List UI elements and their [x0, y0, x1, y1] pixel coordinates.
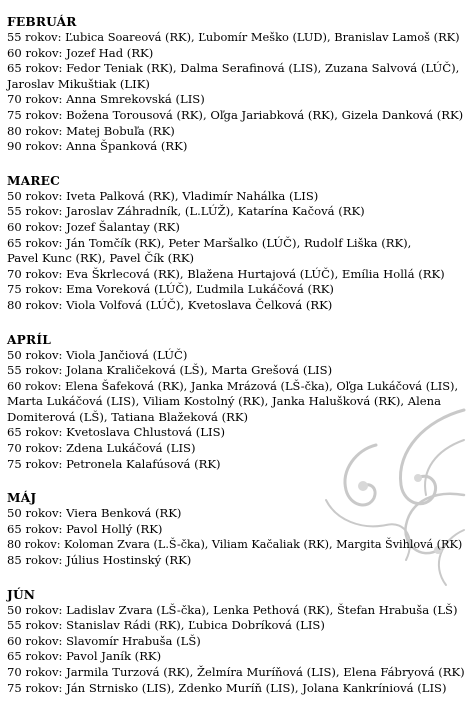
list-item: 50 rokov: Viera Benková (RK) — [7, 506, 182, 521]
list-item: 50 rokov: Iveta Palková (RK), Vladimír Nahálka (LIS) — [7, 188, 319, 203]
list-item: 75 rokov: Ema Voreková (LÚČ), Ľudmila Lukáčová (RK) — [7, 282, 334, 297]
list-item: 65 rokov: Kvetoslava Chlustová (LIS) — [7, 425, 226, 440]
list-item: 55 rokov: Ľubica Soareová (RK), Ľubomír Meško (LUD), Branislav Lamoš (RK) — [7, 30, 460, 44]
list-item: 70 rokov: Eva Škrlecová (RK), Blažena Hurtajová (LÚČ), Emília Hollá (RK) — [7, 266, 445, 281]
list-item: 65 rokov: Ján Tomčík (RK), Peter Maršalko (LÚČ), Rudolf Liška (RK), — [7, 235, 412, 250]
month-heading: MÁJ — [7, 491, 37, 506]
section-jun — [7, 587, 465, 697]
list-item: 65 rokov: Fedor Teniak (RK), Dalma Serafinová (LIS), Zuzana Salvová (LÚČ), — [7, 61, 460, 76]
list-item: 60 rokov: Slavomír Hrabuša (LŠ) — [7, 633, 201, 648]
section-maj — [7, 490, 465, 568]
list-item: 80 rokov: Viola Volfová (LÚČ), Kvetoslava Čelková (RK) — [7, 297, 333, 312]
list-item: 80 rokov: Matej Bobuľa (RK) — [7, 123, 175, 138]
month-heading: JÚN — [7, 587, 36, 602]
list-item: 50 rokov: Viola Jančiová (LÚČ) — [7, 347, 188, 362]
list-item: 65 rokov: Pavol Hollý (RK) — [7, 521, 163, 536]
list-item: 85 rokov: Július Hostinský (RK) — [7, 553, 192, 568]
list-item: 75 rokov: Petronela Kalafúsová (RK) — [7, 456, 221, 471]
list-item: 60 rokov: Elena Šafeková (RK), Janka Mrázová (LŠ-čka), Oľga Lukáčová (LIS), — [7, 378, 459, 393]
section-april — [7, 332, 465, 473]
list-item: Pavel Kunc (RK), Pavel Čík (RK) — [7, 251, 195, 266]
month-heading: APRÍL — [7, 332, 52, 347]
list-item: Jaroslav Mikuštiak (LIK) — [7, 76, 150, 91]
list-item: 70 rokov: Zdena Lukáčová (LIS) — [7, 441, 196, 456]
list-item: 70 rokov: Anna Smrekovská (LIS) — [7, 92, 205, 107]
month-heading: MAREC — [7, 173, 61, 188]
list-item: 55 rokov: Jaroslav Záhradník, (L.LÚŽ), Katarína Kačová (RK) — [7, 204, 365, 219]
section-februar — [7, 14, 465, 155]
month-heading: FEBRUÁR — [7, 15, 77, 29]
list-item: 80 rokov: Koloman Zvara (L.Š-čka), Viliam Kačaliak (RK), Margita Švihlová (RK) — [7, 538, 463, 552]
birthday-list — [7, 14, 465, 714]
list-item: 65 rokov: Pavol Janík (RK) — [7, 649, 162, 664]
list-item: 55 rokov: Stanislav Rádi (RK), Ľubica Dobríková (LIS) — [7, 618, 325, 633]
list-item: 55 rokov: Jolana Kraličeková (LŠ), Marta Grešová (LIS) — [7, 363, 333, 378]
list-item: 50 rokov: Ladislav Zvara (LŠ-čka), Lenka Pethová (RK), Štefan Hrabuša (LŠ) — [7, 602, 458, 617]
section-marec — [7, 173, 465, 314]
list-item: 90 rokov: Anna Španková (RK) — [7, 139, 188, 154]
list-item: Domiterová (LŠ), Tatiana Blažeková (RK) — [7, 409, 249, 424]
list-item: 60 rokov: Jozef Šalantay (RK) — [7, 219, 180, 234]
list-item: 60 rokov: Jozef Had (RK) — [7, 45, 154, 60]
list-item: 70 rokov: Jarmila Turzová (RK), Želmíra Muríňová (LIS), Elena Fábryová (RK) — [7, 665, 465, 679]
list-item: 75 rokov: Božena Torousová (RK), Oľga Jariabková (RK), Gizela Danková (RK) — [7, 107, 464, 122]
list-item: 75 rokov: Ján Strnisko (LIS), Zdenko Muríň (LIS), Jolana Kankríniová (LIS) — [7, 680, 447, 695]
list-item: Marta Lukáčová (LIS), Viliam Kostolný (RK), Janka Halušková (RK), Alena — [7, 394, 442, 409]
